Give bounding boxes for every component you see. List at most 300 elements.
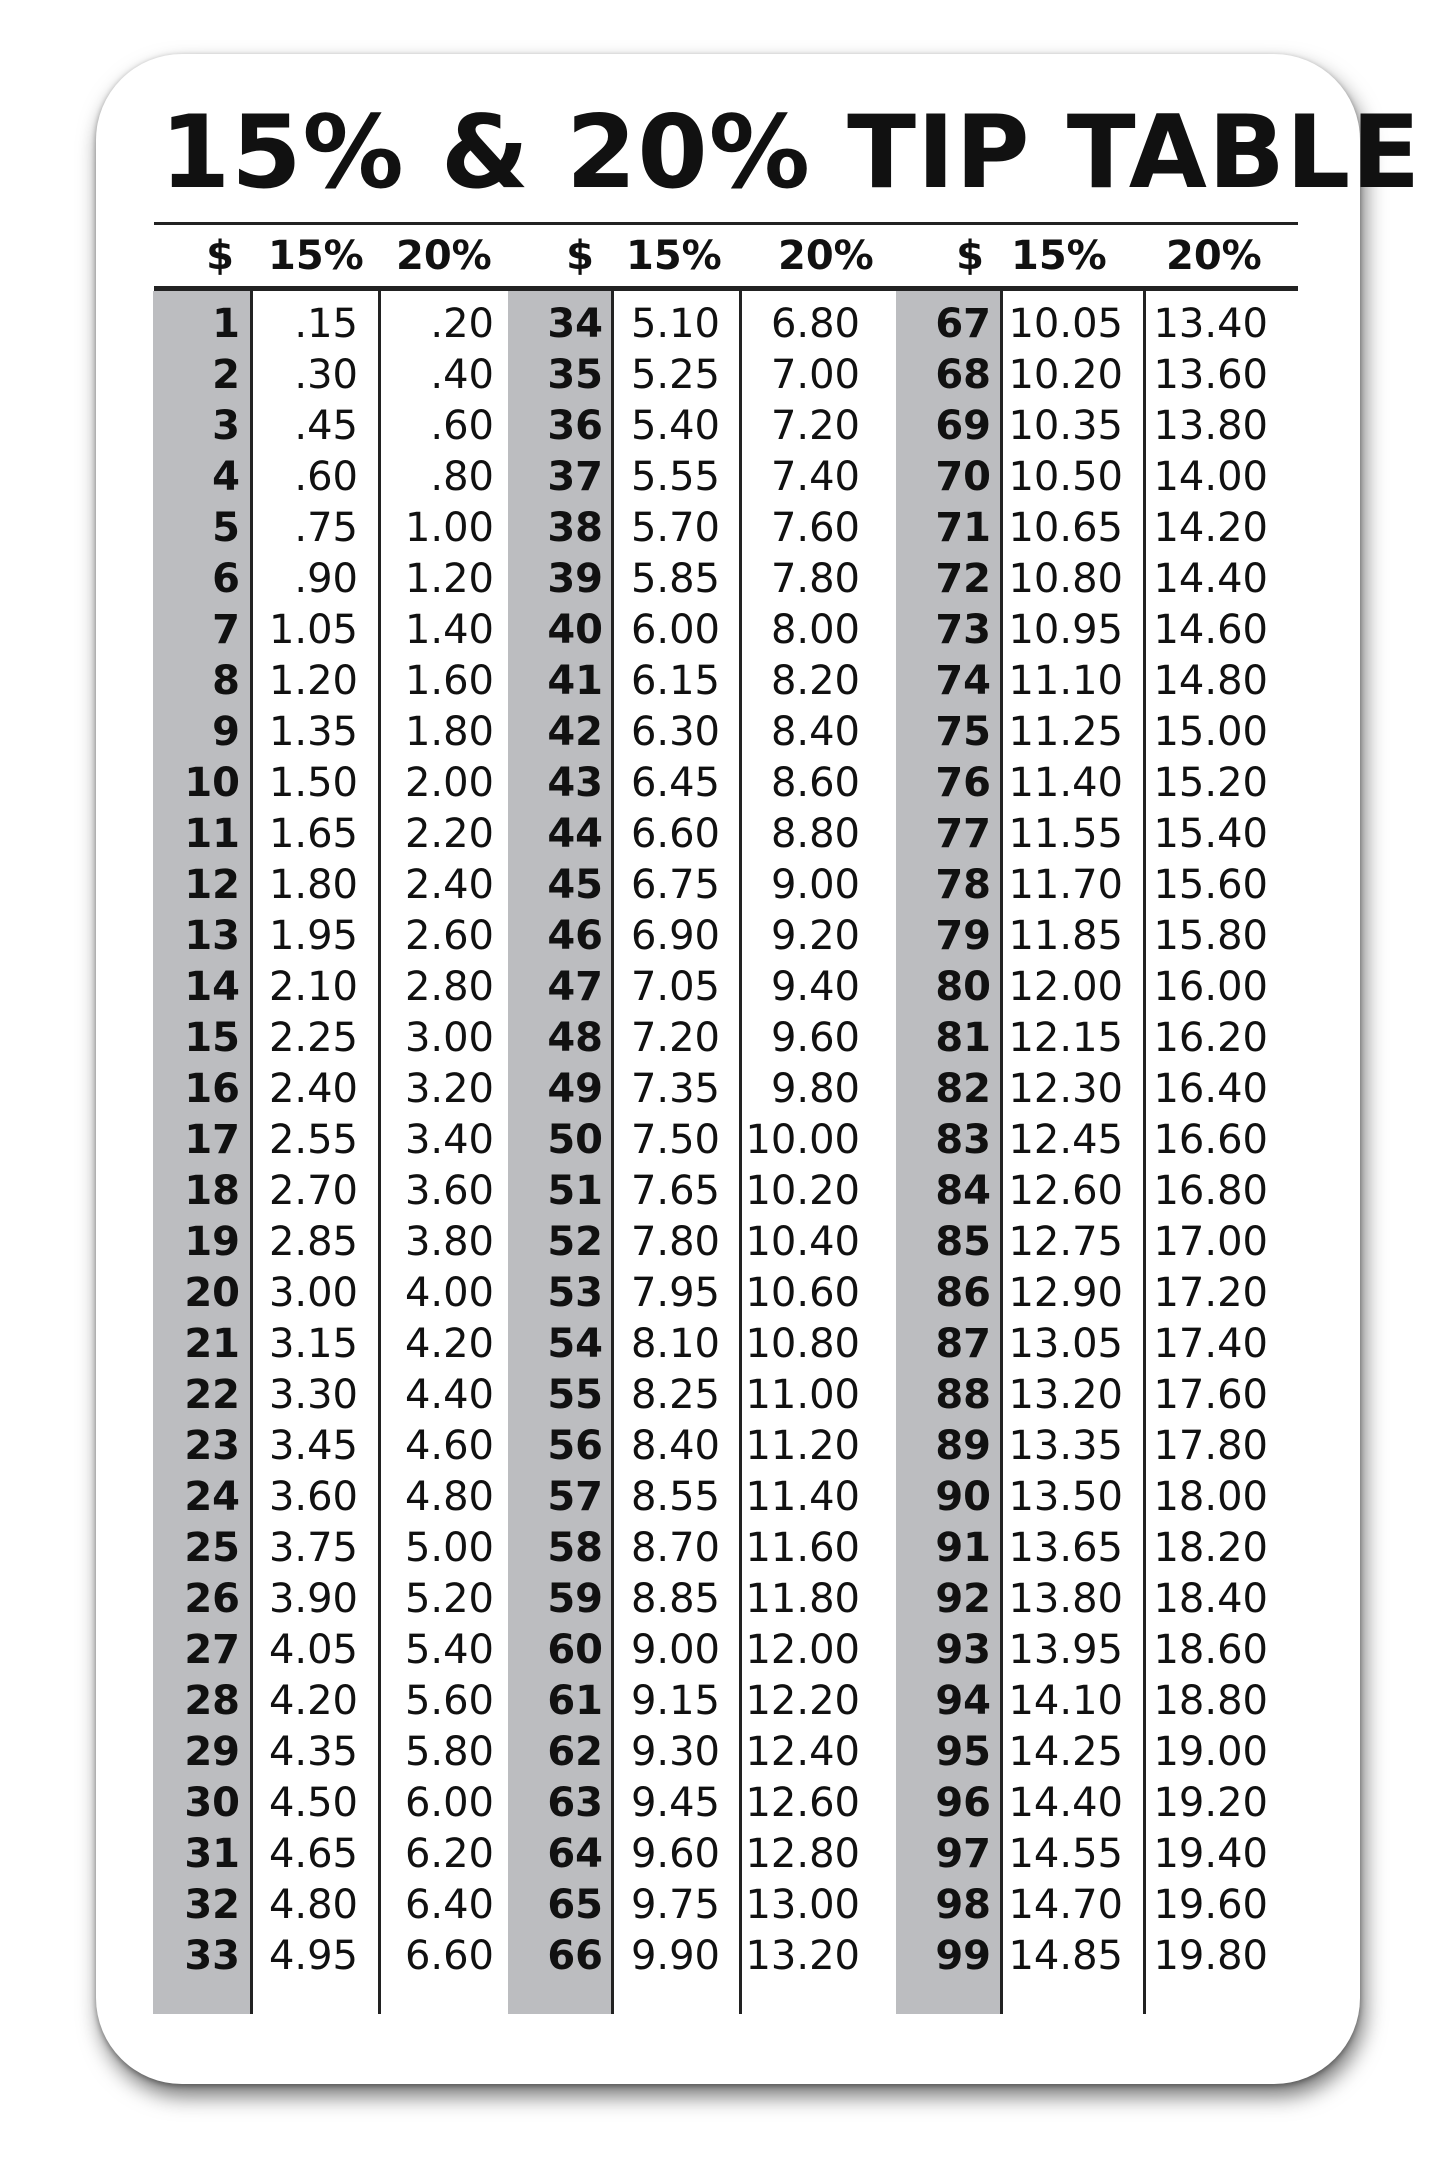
bill-amount: 72 [935, 556, 991, 602]
tip-20-value: 3.20 [404, 1066, 494, 1112]
tip-20-value: 8.80 [770, 811, 860, 857]
tip-20-value: 6.20 [404, 1831, 494, 1877]
bill-amount: 96 [935, 1780, 991, 1826]
tip-15-value: 5.85 [630, 556, 720, 602]
tip-15-value: 9.30 [630, 1729, 720, 1775]
tip-15-value: 14.40 [1008, 1780, 1123, 1826]
tip-20-value: 14.80 [1153, 658, 1268, 704]
tip-15-value: 10.35 [1008, 403, 1123, 449]
tip-15-value: 9.60 [630, 1831, 720, 1877]
tip-15-value: 5.40 [630, 403, 720, 449]
tip-15-value: 6.45 [630, 760, 720, 806]
tip-15-value: 2.70 [268, 1168, 358, 1214]
bill-amount: 55 [547, 1372, 603, 1418]
tip-20-value: 17.00 [1153, 1219, 1268, 1265]
bill-amount: 89 [935, 1423, 991, 1469]
header-dollar: $ [956, 233, 984, 279]
tip-20-value: 6.40 [404, 1882, 494, 1928]
bill-amount: 5 [212, 505, 240, 551]
bill-amount: 14 [184, 964, 240, 1010]
bill-amount: 69 [935, 403, 991, 449]
tip-20-value: 5.80 [404, 1729, 494, 1775]
tip-table-card [96, 54, 1422, 2084]
bill-amount: 71 [935, 505, 991, 551]
header-15-percent: 15% [1011, 233, 1107, 279]
header-dollar: $ [206, 233, 234, 279]
bill-amount: 13 [184, 913, 240, 959]
bill-amount: 28 [184, 1678, 240, 1724]
bill-amount: 46 [547, 913, 603, 959]
tip-15-value: 9.45 [630, 1780, 720, 1826]
bill-amount: 54 [547, 1321, 603, 1367]
tip-20-value: 2.40 [404, 862, 494, 908]
bill-amount: 58 [547, 1525, 603, 1571]
bill-amount: 21 [184, 1321, 240, 1367]
tip-15-value: 8.10 [630, 1321, 720, 1367]
tip-20-value: 7.40 [770, 454, 860, 500]
tip-20-value: 4.20 [404, 1321, 494, 1367]
bill-amount: 78 [935, 862, 991, 908]
tip-15-value: 1.65 [268, 811, 358, 857]
bill-amount: 99 [935, 1933, 991, 1979]
tip-15-value: 6.60 [630, 811, 720, 857]
bill-amount: 67 [935, 301, 991, 347]
bill-amount: 7 [212, 607, 240, 653]
tip-20-value: 5.60 [404, 1678, 494, 1724]
bill-amount: 98 [935, 1882, 991, 1928]
bill-amount: 18 [184, 1168, 240, 1214]
bill-amount: 74 [935, 658, 991, 704]
tip-15-value: 2.85 [268, 1219, 358, 1265]
tip-20-value: 8.20 [770, 658, 860, 704]
tip-15-value: 12.90 [1008, 1270, 1123, 1316]
bill-amount: 92 [935, 1576, 991, 1622]
tip-15-value: 3.90 [268, 1576, 358, 1622]
tip-15-value: 7.35 [630, 1066, 720, 1112]
tip-20-value: 3.40 [404, 1117, 494, 1163]
tip-20-value: 17.40 [1153, 1321, 1268, 1367]
bill-amount: 81 [935, 1015, 991, 1061]
bill-amount: 79 [935, 913, 991, 959]
tip-20-value: 13.40 [1153, 301, 1268, 347]
tip-15-value: 1.95 [268, 913, 358, 959]
tip-15-value: 11.70 [1008, 862, 1123, 908]
tip-20-value: 2.60 [404, 913, 494, 959]
tip-20-value: 13.00 [745, 1882, 860, 1928]
tip-15-value: .15 [294, 301, 358, 347]
bill-amount: 16 [184, 1066, 240, 1112]
bill-amount: 91 [935, 1525, 991, 1571]
tip-20-value: 16.80 [1153, 1168, 1268, 1214]
tip-20-value: 15.40 [1153, 811, 1268, 857]
tip-20-value: 5.40 [404, 1627, 494, 1673]
tip-20-value: 10.60 [745, 1270, 860, 1316]
tip-15-value: 4.35 [268, 1729, 358, 1775]
tip-20-value: 3.60 [404, 1168, 494, 1214]
tip-15-value: 14.10 [1008, 1678, 1123, 1724]
tip-15-value: 4.95 [268, 1933, 358, 1979]
tip-20-value: 9.60 [770, 1015, 860, 1061]
bill-amount: 90 [935, 1474, 991, 1520]
bill-amount: 76 [935, 760, 991, 806]
tip-20-value: 14.40 [1153, 556, 1268, 602]
bill-amount: 32 [184, 1882, 240, 1928]
tip-15-value: 1.50 [268, 760, 358, 806]
tip-15-value: 8.70 [630, 1525, 720, 1571]
tip-20-value: 8.00 [770, 607, 860, 653]
tip-20-value: 19.80 [1153, 1933, 1268, 1979]
tip-20-value: 19.60 [1153, 1882, 1268, 1928]
header-20-percent: 20% [778, 233, 874, 279]
header-15-percent: 15% [626, 233, 722, 279]
bill-amount: 36 [547, 403, 603, 449]
bill-amount: 41 [547, 658, 603, 704]
bill-amount: 68 [935, 352, 991, 398]
tip-15-value: 12.75 [1008, 1219, 1123, 1265]
tip-15-value: 4.80 [268, 1882, 358, 1928]
tip-20-value: 3.80 [404, 1219, 494, 1265]
tip-15-value: 9.75 [630, 1882, 720, 1928]
tip-15-value: 3.45 [268, 1423, 358, 1469]
tip-20-value: 6.00 [404, 1780, 494, 1826]
bill-amount: 27 [184, 1627, 240, 1673]
tip-20-value: 3.00 [404, 1015, 494, 1061]
tip-20-value: 13.80 [1153, 403, 1268, 449]
tip-20-value: 10.40 [745, 1219, 860, 1265]
tip-15-value: 5.55 [630, 454, 720, 500]
tip-20-value: 1.60 [404, 658, 494, 704]
tip-20-value: 4.40 [404, 1372, 494, 1418]
tip-20-value: 14.20 [1153, 505, 1268, 551]
bill-amount: 77 [935, 811, 991, 857]
tip-15-value: 12.15 [1008, 1015, 1123, 1061]
tip-20-value: 11.40 [745, 1474, 860, 1520]
tip-15-value: 14.70 [1008, 1882, 1123, 1928]
tip-20-value: 12.40 [745, 1729, 860, 1775]
bill-amount: 83 [935, 1117, 991, 1163]
tip-15-value: 1.80 [268, 862, 358, 908]
tip-15-value: 2.55 [268, 1117, 358, 1163]
tip-20-value: 15.60 [1153, 862, 1268, 908]
tip-20-value: 12.60 [745, 1780, 860, 1826]
tip-20-value: 18.80 [1153, 1678, 1268, 1724]
tip-20-value: 10.80 [745, 1321, 860, 1367]
tip-15-value: 3.00 [268, 1270, 358, 1316]
tip-15-value: 12.00 [1008, 964, 1123, 1010]
tip-20-value: 16.60 [1153, 1117, 1268, 1163]
tip-15-value: 4.65 [268, 1831, 358, 1877]
tip-15-value: 13.20 [1008, 1372, 1123, 1418]
tip-20-value: 14.60 [1153, 607, 1268, 653]
tip-15-value: 10.50 [1008, 454, 1123, 500]
tip-15-value: 13.05 [1008, 1321, 1123, 1367]
tip-20-value: 12.20 [745, 1678, 860, 1724]
tip-15-value: 2.40 [268, 1066, 358, 1112]
tip-15-value: 10.05 [1008, 301, 1123, 347]
tip-15-value: 5.25 [630, 352, 720, 398]
tip-20-value: 12.00 [745, 1627, 860, 1673]
title-rule [154, 222, 1298, 225]
tip-15-value: 12.45 [1008, 1117, 1123, 1163]
tip-15-value: 6.30 [630, 709, 720, 755]
tip-20-value: 17.80 [1153, 1423, 1268, 1469]
bill-amount: 39 [547, 556, 603, 602]
tip-15-value: 8.85 [630, 1576, 720, 1622]
tip-15-value: 3.75 [268, 1525, 358, 1571]
tip-20-value: 8.40 [770, 709, 860, 755]
bill-amount: 73 [935, 607, 991, 653]
tip-15-value: 13.65 [1008, 1525, 1123, 1571]
bill-amount: 1 [212, 301, 240, 347]
tip-20-value: 7.00 [770, 352, 860, 398]
bill-amount: 19 [184, 1219, 240, 1265]
tip-20-value: 13.60 [1153, 352, 1268, 398]
tip-20-value: 10.20 [745, 1168, 860, 1214]
tip-15-value: .30 [294, 352, 358, 398]
bill-amount: 50 [547, 1117, 603, 1163]
bill-amount: 44 [547, 811, 603, 857]
tip-20-value: 15.80 [1153, 913, 1268, 959]
tip-20-value: 12.80 [745, 1831, 860, 1877]
bill-amount: 49 [547, 1066, 603, 1112]
tip-15-value: 12.60 [1008, 1168, 1123, 1214]
tip-15-value: 1.35 [268, 709, 358, 755]
tip-20-value: 18.60 [1153, 1627, 1268, 1673]
bill-amount: 37 [547, 454, 603, 500]
tip-20-value: 15.00 [1153, 709, 1268, 755]
tip-20-value: 16.00 [1153, 964, 1268, 1010]
tip-15-value: 10.20 [1008, 352, 1123, 398]
tip-15-value: 13.50 [1008, 1474, 1123, 1520]
bill-amount: 97 [935, 1831, 991, 1877]
bill-amount: 64 [547, 1831, 603, 1877]
bill-amount: 70 [935, 454, 991, 500]
tip-20-value: 5.20 [404, 1576, 494, 1622]
tip-20-value: .80 [430, 454, 494, 500]
tip-15-value: 14.85 [1008, 1933, 1123, 1979]
bill-amount: 85 [935, 1219, 991, 1265]
bill-amount: 63 [547, 1780, 603, 1826]
tip-15-value: 14.55 [1008, 1831, 1123, 1877]
tip-20-value: 9.20 [770, 913, 860, 959]
bill-amount: 87 [935, 1321, 991, 1367]
tip-15-value: 4.20 [268, 1678, 358, 1724]
bill-amount: 10 [184, 760, 240, 806]
tip-20-value: 18.40 [1153, 1576, 1268, 1622]
bill-amount: 30 [184, 1780, 240, 1826]
tip-15-value: 6.90 [630, 913, 720, 959]
tip-15-value: 13.35 [1008, 1423, 1123, 1469]
bill-amount: 66 [547, 1933, 603, 1979]
tip-20-value: 1.00 [404, 505, 494, 551]
tip-15-value: .45 [294, 403, 358, 449]
tip-20-value: 19.20 [1153, 1780, 1268, 1826]
tip-15-value: 1.20 [268, 658, 358, 704]
bill-amount: 51 [547, 1168, 603, 1214]
tip-20-value: 2.00 [404, 760, 494, 806]
bill-amount: 61 [547, 1678, 603, 1724]
bill-amount: 56 [547, 1423, 603, 1469]
tip-20-value: .60 [430, 403, 494, 449]
bill-amount: 84 [935, 1168, 991, 1214]
bill-amount: 75 [935, 709, 991, 755]
tip-15-value: 4.05 [268, 1627, 358, 1673]
tip-15-value: 7.50 [630, 1117, 720, 1163]
tip-20-value: 7.60 [770, 505, 860, 551]
bill-amount: 29 [184, 1729, 240, 1775]
tip-20-value: 16.20 [1153, 1015, 1268, 1061]
tip-20-value: 7.80 [770, 556, 860, 602]
tip-15-value: 7.80 [630, 1219, 720, 1265]
bill-amount: 82 [935, 1066, 991, 1112]
tip-20-value: 18.00 [1153, 1474, 1268, 1520]
tip-20-value: .20 [430, 301, 494, 347]
tip-15-value: .90 [294, 556, 358, 602]
tip-15-value: 9.90 [630, 1933, 720, 1979]
bill-amount: 57 [547, 1474, 603, 1520]
tip-15-value: 13.95 [1008, 1627, 1123, 1673]
tip-15-value: 8.40 [630, 1423, 720, 1469]
bill-amount: 22 [184, 1372, 240, 1418]
bill-amount: 2 [212, 352, 240, 398]
tip-20-value: 5.00 [404, 1525, 494, 1571]
tip-15-value: .75 [294, 505, 358, 551]
header-dollar: $ [566, 233, 594, 279]
tip-20-value: 9.80 [770, 1066, 860, 1112]
tip-15-value: 6.75 [630, 862, 720, 908]
bill-amount: 23 [184, 1423, 240, 1469]
tip-20-value: 10.00 [745, 1117, 860, 1163]
tip-20-value: 1.20 [404, 556, 494, 602]
tip-20-value: 4.60 [404, 1423, 494, 1469]
bill-amount: 53 [547, 1270, 603, 1316]
tip-20-value: 1.80 [404, 709, 494, 755]
tip-15-value: 2.25 [268, 1015, 358, 1061]
tip-15-value: 10.65 [1008, 505, 1123, 551]
tip-20-value: 11.20 [745, 1423, 860, 1469]
tip-15-value: 3.60 [268, 1474, 358, 1520]
tip-20-value: 2.20 [404, 811, 494, 857]
bill-amount: 20 [184, 1270, 240, 1316]
tip-20-value: 8.60 [770, 760, 860, 806]
header-20-percent: 20% [1166, 233, 1262, 279]
tip-20-value: 15.20 [1153, 760, 1268, 806]
tip-15-value: 7.65 [630, 1168, 720, 1214]
bill-amount: 59 [547, 1576, 603, 1622]
bill-amount: 94 [935, 1678, 991, 1724]
bill-amount: 24 [184, 1474, 240, 1520]
bill-amount: 15 [184, 1015, 240, 1061]
bill-amount: 95 [935, 1729, 991, 1775]
tip-20-value: 2.80 [404, 964, 494, 1010]
page-title: 15% & 20% TIP TABLE [160, 93, 1422, 211]
bill-amount: 3 [212, 403, 240, 449]
tip-15-value: .60 [294, 454, 358, 500]
bill-amount: 11 [184, 811, 240, 857]
bill-amount: 35 [547, 352, 603, 398]
tip-20-value: 7.20 [770, 403, 860, 449]
tip-15-value: 5.70 [630, 505, 720, 551]
tip-20-value: 9.40 [770, 964, 860, 1010]
tip-15-value: 1.05 [268, 607, 358, 653]
tip-15-value: 3.30 [268, 1372, 358, 1418]
tip-20-value: 19.40 [1153, 1831, 1268, 1877]
tip-20-value: 17.20 [1153, 1270, 1268, 1316]
bill-amount: 65 [547, 1882, 603, 1928]
tip-20-value: 11.60 [745, 1525, 860, 1571]
tip-15-value: 8.55 [630, 1474, 720, 1520]
tip-15-value: 11.55 [1008, 811, 1123, 857]
tip-20-value: 9.00 [770, 862, 860, 908]
bill-amount: 6 [212, 556, 240, 602]
tip-20-value: 17.60 [1153, 1372, 1268, 1418]
tip-20-value: 6.80 [770, 301, 860, 347]
bill-amount: 80 [935, 964, 991, 1010]
tip-20-value: 14.00 [1153, 454, 1268, 500]
bill-amount: 33 [184, 1933, 240, 1979]
tip-15-value: 11.85 [1008, 913, 1123, 959]
bill-amount: 40 [547, 607, 603, 653]
header-rule [154, 286, 1298, 291]
tip-15-value: 7.95 [630, 1270, 720, 1316]
tip-15-value: 4.50 [268, 1780, 358, 1826]
tip-20-value: 11.00 [745, 1372, 860, 1418]
tip-15-value: 11.25 [1008, 709, 1123, 755]
tip-15-value: 10.95 [1008, 607, 1123, 653]
tip-20-value: 4.80 [404, 1474, 494, 1520]
bill-amount: 43 [547, 760, 603, 806]
bill-amount: 25 [184, 1525, 240, 1571]
tip-20-value: 19.00 [1153, 1729, 1268, 1775]
bill-amount: 8 [212, 658, 240, 704]
tip-15-value: 9.15 [630, 1678, 720, 1724]
bill-amount: 17 [184, 1117, 240, 1163]
header-20-percent: 20% [396, 233, 492, 279]
tip-15-value: 9.00 [630, 1627, 720, 1673]
bill-amount: 48 [547, 1015, 603, 1061]
tip-15-value: 11.40 [1008, 760, 1123, 806]
bill-amount: 4 [212, 454, 240, 500]
bill-amount: 47 [547, 964, 603, 1010]
tip-15-value: 5.10 [630, 301, 720, 347]
tip-20-value: 11.80 [745, 1576, 860, 1622]
bill-amount: 38 [547, 505, 603, 551]
tip-15-value: 13.80 [1008, 1576, 1123, 1622]
tip-20-value: 16.40 [1153, 1066, 1268, 1112]
bill-amount: 60 [547, 1627, 603, 1673]
bill-amount: 52 [547, 1219, 603, 1265]
bill-amount: 12 [184, 862, 240, 908]
tip-20-value: 13.20 [745, 1933, 860, 1979]
tip-15-value: 6.00 [630, 607, 720, 653]
bill-amount: 34 [547, 301, 603, 347]
tip-20-value: 4.00 [404, 1270, 494, 1316]
tip-15-value: 3.15 [268, 1321, 358, 1367]
tip-15-value: 2.10 [268, 964, 358, 1010]
tip-15-value: 12.30 [1008, 1066, 1123, 1112]
tip-15-value: 8.25 [630, 1372, 720, 1418]
bill-amount: 31 [184, 1831, 240, 1877]
tip-15-value: 7.05 [630, 964, 720, 1010]
tip-15-value: 11.10 [1008, 658, 1123, 704]
bill-amount: 26 [184, 1576, 240, 1622]
bill-amount: 42 [547, 709, 603, 755]
bill-amount: 62 [547, 1729, 603, 1775]
tip-15-value: 14.25 [1008, 1729, 1123, 1775]
tip-20-value: 6.60 [404, 1933, 494, 1979]
tip-15-value: 6.15 [630, 658, 720, 704]
header-15-percent: 15% [268, 233, 364, 279]
